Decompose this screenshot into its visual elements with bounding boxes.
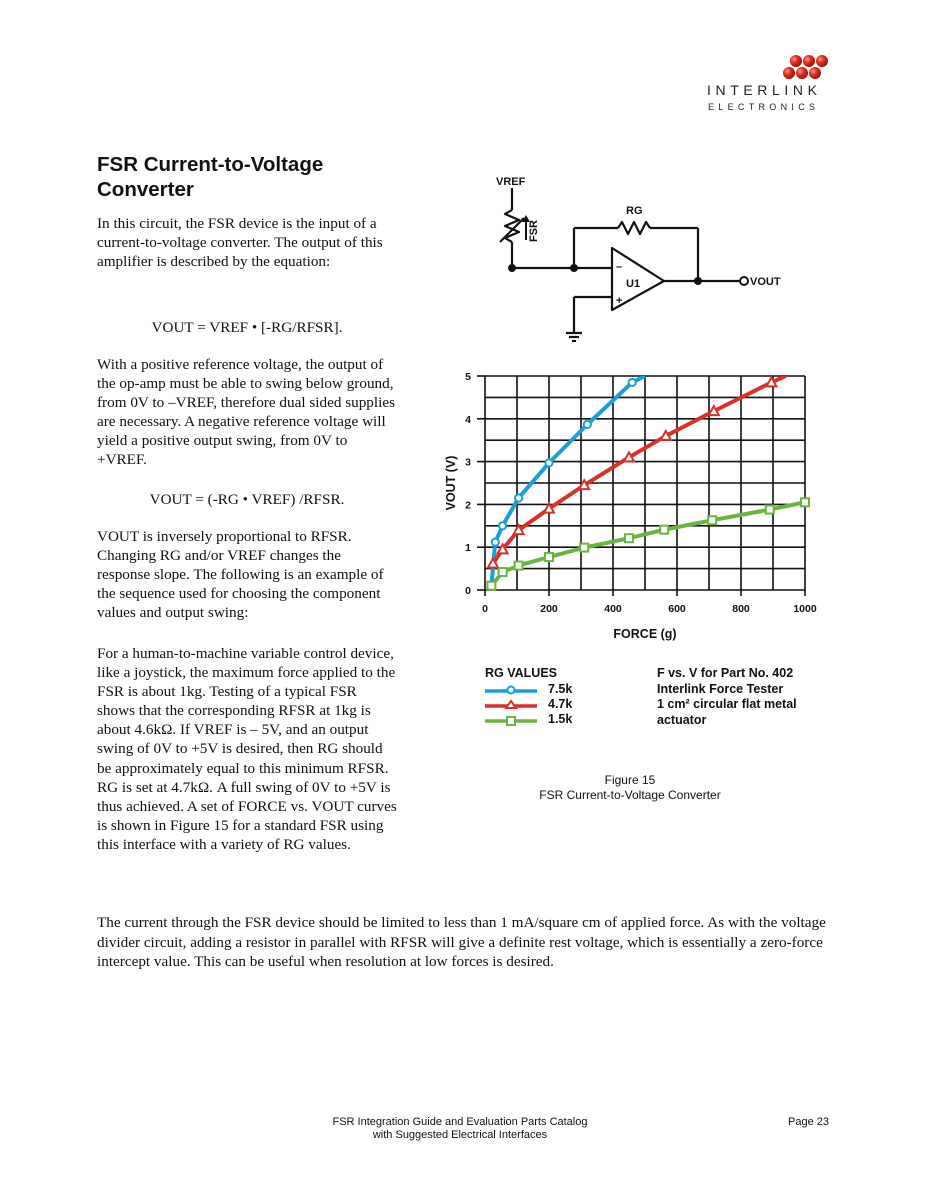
data-point	[515, 562, 523, 570]
data-point	[545, 553, 553, 561]
schematic-label-minus: –	[616, 261, 623, 273]
legend-item	[485, 712, 635, 727]
y-axis-label: VOUT (V)	[444, 455, 458, 511]
data-point	[515, 494, 522, 501]
footer-subtitle: with Suggested Electrical Interfaces	[372, 1129, 548, 1141]
equation-2: VOUT = (-RG • VREF) /RFSR.	[149, 491, 345, 508]
data-point	[801, 498, 809, 506]
section-title-line1: FSR Current-to-Voltage	[97, 153, 324, 176]
schematic-label-plus: +	[616, 295, 623, 307]
data-point	[708, 516, 716, 524]
figure-number: Figure 15	[604, 773, 656, 787]
annotation-line: F vs. V for Part No. 402	[657, 666, 794, 680]
section-title	[97, 152, 417, 202]
equation-1: VOUT = VREF • [-RG/RFSR].	[151, 319, 343, 336]
paragraph-intro: In this circuit, the FSR device is the input of a current-to-voltage converter. The output of this amplifier is described by the equation:	[97, 215, 383, 271]
page-footer	[300, 1116, 620, 1142]
y-tick-label: 2	[465, 499, 471, 512]
paragraph-positive-reference: With a positive reference voltage, the output of the op-amp must be able to swing below ground, from 0V to –VREF, therefore dual sided supplies are necessary. A negative reference voltage will yield a positive output swing, from 0V to +VREF.	[97, 356, 395, 469]
chart-annotation	[657, 666, 837, 728]
schematic-label-fsr: FSR	[528, 220, 540, 242]
legend-item	[485, 697, 635, 712]
x-tick-label: 800	[732, 603, 750, 615]
annotation-line: actuator	[657, 712, 707, 727]
paragraph-inverse-proportional: VOUT is inversely proportional to RFSR. Changing RG and/or VREF changes the response slope. The following is an example of the sequence used for choosing the component values and output swing:	[97, 528, 384, 622]
x-tick-label: 600	[668, 603, 686, 615]
legend-label: 1.5k	[548, 712, 573, 726]
red-triangle-marker-icon	[485, 699, 540, 711]
x-axis-label: FORCE (g)	[613, 627, 677, 641]
schematic-label-vout: VOUT	[750, 276, 781, 288]
footer-title: FSR Integration Guide and Evaluation Parts Catalog	[332, 1116, 588, 1128]
y-tick-label: 0	[465, 585, 471, 597]
y-tick-label: 4	[465, 413, 471, 426]
data-point	[545, 459, 552, 466]
y-tick-label: 3	[465, 456, 471, 469]
data-point	[766, 506, 774, 514]
x-tick-label: 1000	[793, 603, 817, 615]
logo-subtitle: ELECTRONICS	[708, 102, 820, 112]
series-1.5k	[487, 498, 809, 589]
figure-caption	[480, 773, 780, 803]
page-number: Page 23	[788, 1116, 829, 1128]
data-point	[487, 582, 495, 590]
data-point	[580, 544, 588, 552]
chart-legend	[485, 682, 635, 727]
annotation-line: Interlink Force Tester	[657, 681, 784, 696]
y-tick-label: 1	[465, 542, 471, 555]
section-title-line2: Converter	[97, 178, 194, 201]
circuit-schematic	[470, 170, 810, 355]
figure-title: FSR Current-to-Voltage Converter	[539, 788, 721, 802]
data-point	[660, 526, 668, 534]
legend-label: 7.5k	[548, 682, 573, 696]
legend-title: RG VALUES	[485, 666, 557, 680]
data-point	[499, 568, 507, 576]
data-point	[499, 522, 506, 529]
blue-circle-marker-icon	[485, 684, 540, 696]
legend-item	[485, 682, 635, 697]
paragraph-current-limit: The current through the FSR device should be limited to less than 1 mA/square cm of applied force. As with the voltage divider circuit, adding a resistor in parallel with RFSR will give a definite rest voltage, which is essentially a zero-force intercept value. This can be useful when resolution at low forces is desired.	[97, 914, 826, 970]
data-point	[625, 534, 633, 542]
data-point	[629, 379, 636, 386]
y-tick-label: 5	[465, 371, 471, 383]
x-tick-label: 200	[540, 603, 558, 615]
logo-wordmark: INTERLINK	[707, 82, 822, 98]
force-vs-vout-chart	[430, 360, 830, 650]
red-sphere-cluster-icon	[780, 54, 840, 84]
x-tick-label: 400	[604, 603, 622, 615]
x-tick-label: 0	[482, 603, 488, 615]
schematic-label-rg: RG	[626, 205, 643, 217]
schematic-label-u1: U1	[626, 278, 641, 290]
legend-label: 4.7k	[548, 697, 573, 711]
annotation-line: 1 cm² circular flat metal	[657, 697, 797, 711]
data-point	[492, 538, 499, 545]
data-point	[584, 421, 591, 428]
schematic-label-vref: VREF	[496, 176, 526, 188]
green-square-marker-icon	[485, 714, 540, 726]
paragraph-joystick-example: For a human-to-machine variable control device, like a joystick, the maximum force applied to the FSR is about 1kg. Testing of a typical FSR shows that the corresponding RFSR at 1kg is about 4.6kΩ. If VREF is – 5V, and an output swing of 0V to +5V is desired, then RG should be approximately equal to this minimum RFSR. RG is set at 4.7kΩ. A full swing of 0V to +5V is thus achieved. A set of FORCE vs. VOUT curves is shown in Figure 15 for a standard FSR using this interface with a variety of RG values.	[97, 645, 397, 853]
